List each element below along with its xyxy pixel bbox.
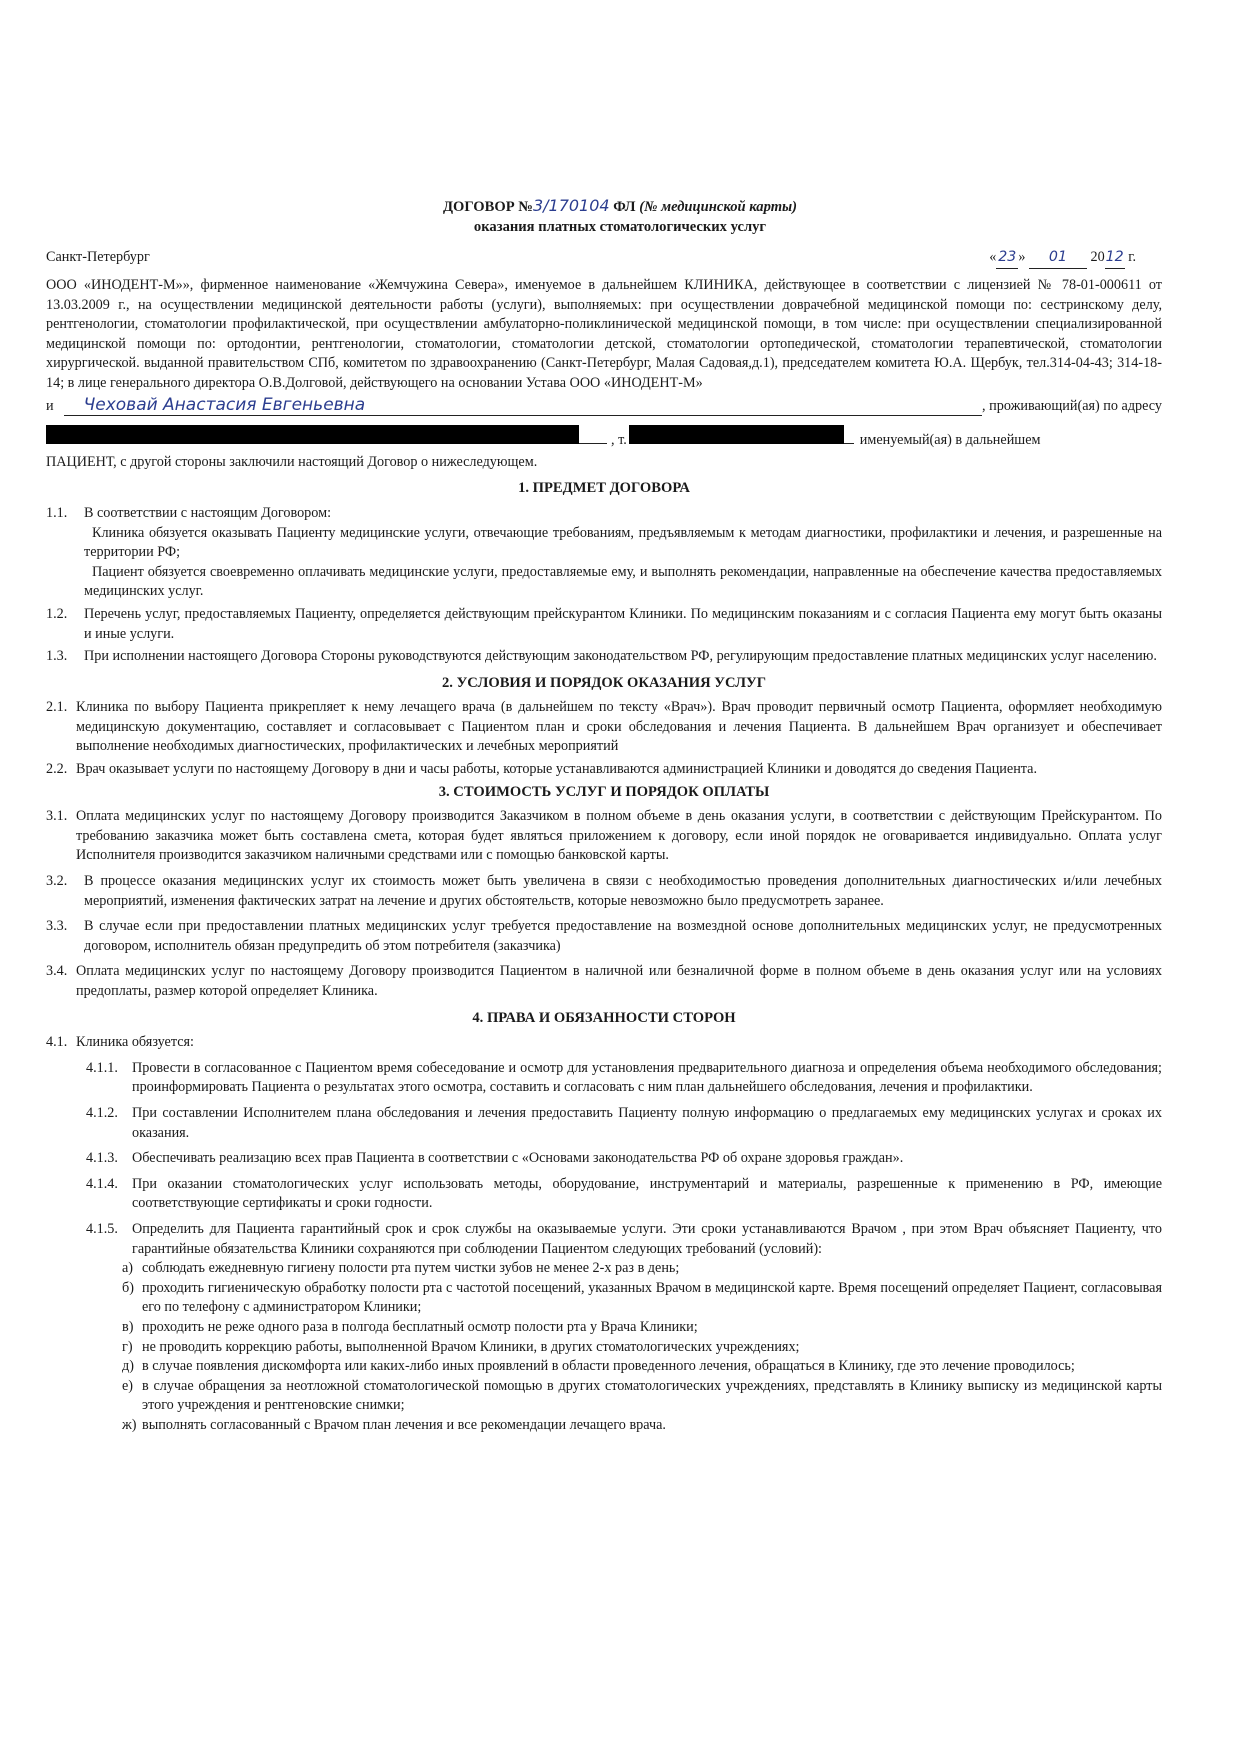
clause-1-2: 1.2. Перечень услуг, предоставляемых Пациенту, определяется действующим прейскурантом Клиники. По медицинским показаниям и с согласия Пациента ему могут быть оказаны и иные услуги.	[46, 605, 1162, 642]
title-line-1	[0, 196, 1240, 217]
contract-title	[0, 196, 1240, 237]
condition-zh: ж) выполнять согласованный с Врачом план лечения и все рекомендации лечащего врача.	[122, 1416, 666, 1433]
section4-heading: 4. ПРАВА И ОБЯЗАННОСТИ СТОРОН	[472, 1009, 736, 1026]
condition-v: в) проходить не реже одного раза в полгода бесплатный осмотр полости рта у Врача Клиники;	[122, 1318, 698, 1335]
redacted-phone	[629, 425, 844, 444]
condition-e: е) в случае обращения за неотложной стоматологической помощью в других стоматологических учреждениях, представлять в Клинику выписку из медицинской карты этого учреждения и рентгеновские снимки;	[122, 1377, 1162, 1414]
redacted-address	[46, 425, 579, 444]
date-day: 23	[996, 248, 1018, 269]
section1-heading: 1. ПРЕДМЕТ ДОГОВОРА	[518, 480, 690, 497]
condition-d: д) в случае появления дискомфорта или каких-либо иных проявлений в области проведенного лечения, обращаться в Клинику, где это лечение проводилось;	[122, 1358, 1075, 1375]
preamble-closing: ПАЦИЕНТ, с другой стороны заключили настоящий Договор о нижеследующем.	[46, 453, 538, 470]
title-line-2: оказания платных стоматологических услуг	[473, 219, 767, 235]
clause-4-1-1: 4.1.1. Провести в согласованное с Пациентом время собеседование и осмотр для установления предварительного диагноза и определения объема необходимого обследования; проинформировать Пациента о результатах этого осмотра, составить и согласовать с ним план дальнейшего обследования, лечения и профилактики.	[86, 1059, 1162, 1096]
clause-2-1: 2.1. Клиника по выбору Пациента прикрепляет к нему лечащего врача (в дальнейшем по тексту «Врач»). Врач проводит первичный осмотр Пациента, оформляет необходимую медицинскую документацию, составляет и согласовывает с Пациентом план и сроки обследования и лечения Пациента. В дальнейшем Врач организует и обеспечивает выполнение необходимых диагностических, профилактических и лечебных мероприятий	[46, 699, 1162, 755]
title-note: (№ медицинской карты)	[639, 199, 798, 215]
clause-4-1-3: 4.1.3. Обеспечивать реализацию всех прав Пациента в соответствии с «Основами законодательства РФ об охране здоровья граждан».	[86, 1150, 904, 1167]
clause-1-1: 1.1. В соответствии с настоящим Договором:	[46, 504, 332, 521]
title-prefix: ДОГОВОР №	[442, 199, 533, 215]
patient-address-row: , т. именуемый(ая) в дальнейшем	[46, 425, 1162, 451]
date-month: 01	[1029, 248, 1087, 269]
clause-4-1-2: 4.1.2. При составлении Исполнителем плана обследования и лечения предоставить Пациенту полную информацию о предлагаемых ему медицинских услугах и сроках их оказания.	[86, 1104, 1162, 1141]
clause-1-1-patient: Пациент обязуется своевременно оплачивать медицинские услуги, предоставляемые ему, и выполнять рекомендации, направленные на обеспечение качества предоставляемых медицинских услуг.	[84, 563, 1162, 600]
preamble: ООО «ИНОДЕНТ-М»», фирменное наименование «Жемчужина Севера», именуемое в дальнейшем КЛИНИКА, действующее в соответствии с лицензией № 78-01-000611 от 13.03.2009 г., на осуществлении медицинской деятельности работы (услуги), выполняемых: при осуществлении доврачебной медицинской помощи по: сестринскому делу, рентгенологии, стоматологии профилактической, при осуществлении амбулаторно-поликлинической медицинской помощи, в том числе: при осуществлении специализированной медицинской помощи по: ортодонтии, рентгенологии, стоматологии, стоматологии детской, стоматологии ортопедической, стоматологии терапевтической, стоматологии хирургической. выданной правительством СПб, комитетом по здравоохранению (Санкт-Петербург, Малая Садовая,д.1), председателем комитета Ю.А. Щербук, тел.314-04-43; 314-18-14; в лице генерального директора О.В.Долговой, действующего на основании Устава ООО «ИНОДЕНТ-М»	[46, 277, 1162, 391]
city-date-row	[46, 248, 1136, 270]
city: Санкт-Петербург	[46, 249, 150, 265]
patient-name-row: и Чеховай Анастасия Евгеньевна , проживающий(ая) по адресу	[46, 394, 1162, 415]
warranty-conditions	[46, 1259, 1162, 1435]
title-suffix: ФЛ	[613, 199, 636, 215]
contract-date: « 23 » 01 2012 г.	[989, 248, 1136, 269]
clause-3-3: 3.3. В случае если при предоставлении платных медицинских услуг требуется предоставление на возмездной основе дополнительных медицинских услуг, не предусмотренных договором, исполнитель обязан предупредить об этом потребителя (заказчика)	[46, 918, 1162, 954]
clause-3-1: 3.1. Оплата медицинских услуг по настоящему Договору производится Заказчиком в полном объеме в день оказания услуги, в соответствии с действующим Прейскурантом. По требованию заказчика может быть составлена смета, которая будет являться приложением к договору, если иной порядок не оговаривается индивидуально. Оплата услуг Исполнителя производится заказчиком наличными средствами или с помощью банковской карты.	[46, 808, 1162, 864]
clause-2-2: 2.2. Врач оказывает услуги по настоящему Договору в дни и часы работы, которые устанавливаются администрацией Клиники и доводятся до сведения Пациента.	[46, 761, 1038, 778]
clause-4-1-5: 4.1.5. Определить для Пациента гарантийный срок и срок службы на оказываемые услуги. Эти сроки устанавливаются Врачом , при этом Врач объясняет Пациенту, что гарантийные обязательства Клиники сохраняются при соблюдении Пациентом следующих требований (условий):	[86, 1220, 1162, 1257]
clause-4-1-4: 4.1.4. При оказании стоматологических услуг использовать методы, оборудование, инструментарий и материалы, разрешенные к применению в РФ, имеющие соответствующие сертификаты и сроки годности.	[86, 1175, 1162, 1212]
contract-body	[46, 276, 1162, 1435]
section3-heading: 3. СТОИМОСТЬ УСЛУГ И ПОРЯДОК ОПЛАТЫ	[438, 783, 770, 800]
date-year: 12	[1105, 248, 1125, 269]
condition-a: а) соблюдать ежедневную гигиену полости рта путем чистки зубов не менее 2-х раз в день;	[122, 1260, 680, 1277]
clinic-obligations	[46, 1059, 1162, 1259]
clause-3-4: 3.4. Оплата медицинских услуг по настоящему Договору производится Пациентом в наличной или безналичной форме в полном объеме в день оказания услуг или на условиях предоплаты, размер которой определяет Клиника.	[46, 963, 1162, 999]
clause-1-1-clinic: Клиника обязуется оказывать Пациенту медицинские услуги, отвечающие требованиям, предъявляемым к методам диагностики, профилактики и лечения, и разрешенные на территории РФ;	[84, 524, 1162, 561]
contract-number: 3/170104	[532, 196, 610, 215]
condition-b: б) проходить гигиеническую обработку полости рта с частотой посещений, указанных Врачом в медицинской карте. Время посещений определяет Пациент, согласовывая его по телефону с администратором Клиники;	[122, 1279, 1162, 1316]
clause-1-3: 1.3. При исполнении настоящего Договора Стороны руководствуются действующим законодательством РФ, регулирующим предоставление платных медицинских услуг населению.	[46, 648, 1157, 665]
section2-heading: 2. УСЛОВИЯ И ПОРЯДОК ОКАЗАНИЯ УСЛУГ	[441, 674, 767, 691]
patient-name: Чеховай Анастасия Евгеньевна	[64, 396, 982, 417]
condition-g: г) не проводить коррекцию работы, выполненной Врачом Клиники, в других стоматологических учреждениях;	[122, 1338, 800, 1355]
clause-4-1: 4.1. Клиника обязуется:	[46, 1034, 194, 1051]
clause-3-2: 3.2. В процессе оказания медицинских услуг их стоимость может быть увеличена в связи с необходимостью проведения дополнительных диагностических и/или лечебных мероприятий, изменения фактических затрат на лечение и других обстоятельств, которые невозможно было предусмотреть заранее.	[46, 873, 1162, 909]
